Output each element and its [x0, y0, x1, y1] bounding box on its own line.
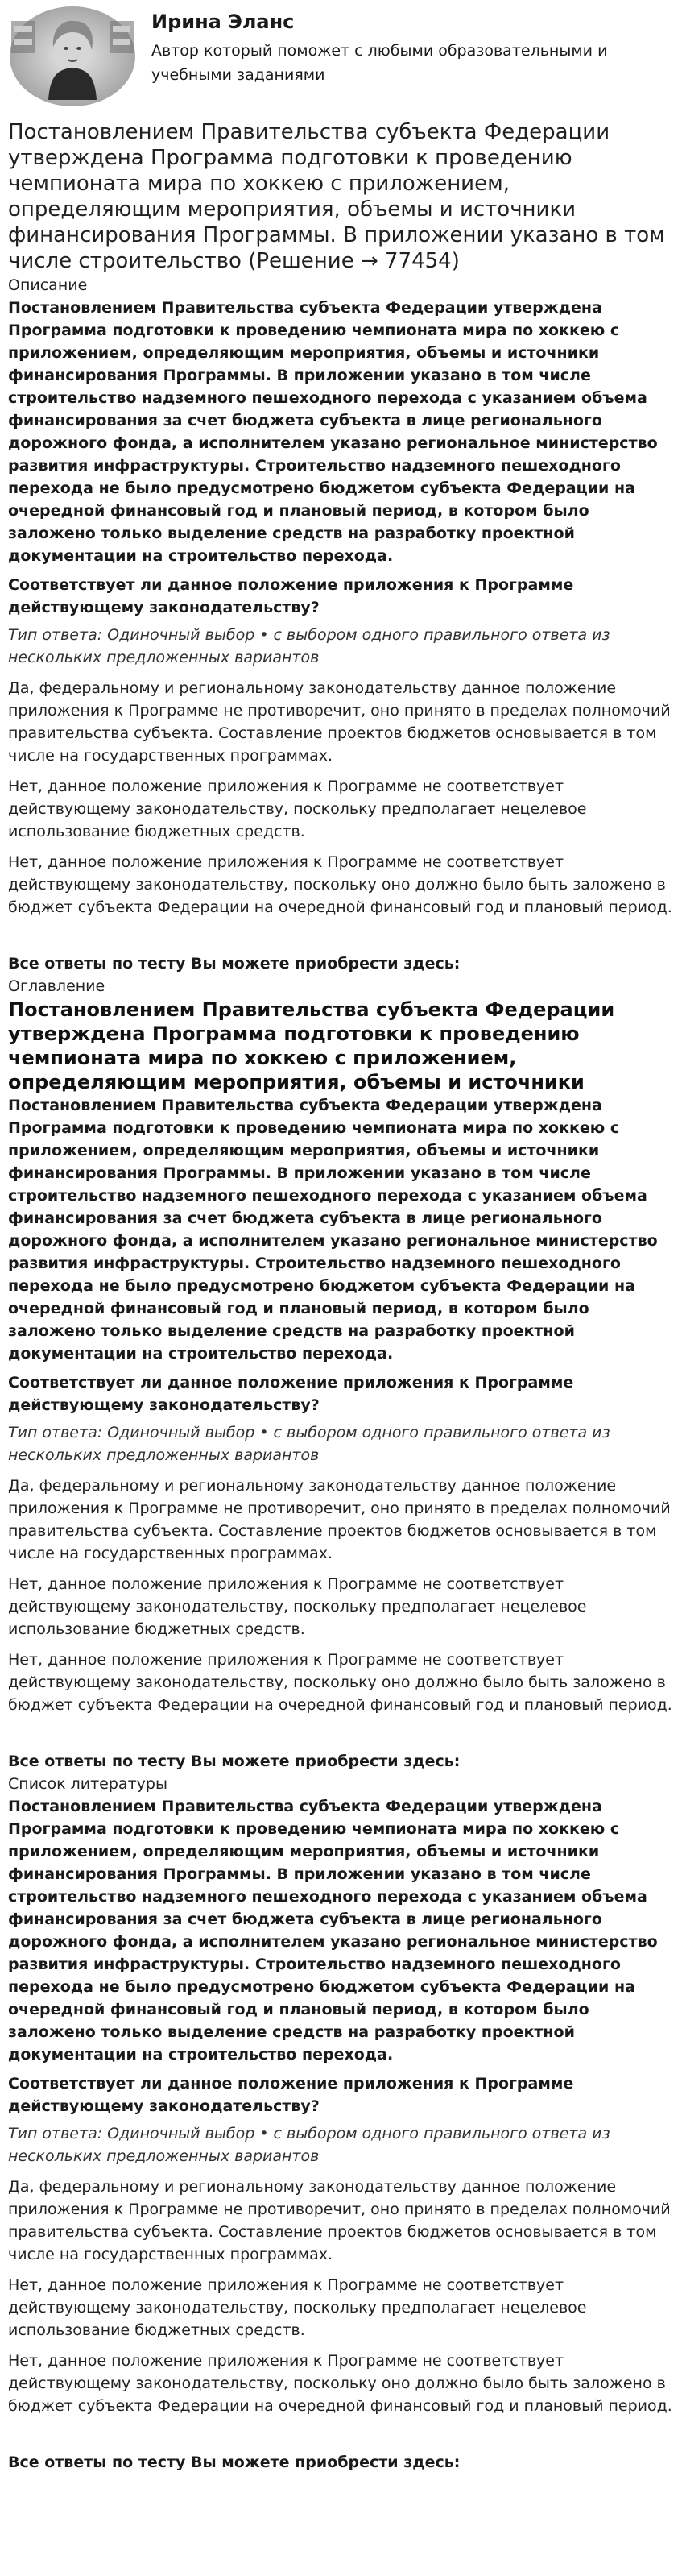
- answer-option-1[interactable]: Да, федеральному и региональному законодательству данное положение приложения к Программе не противоречит, оно принято в пределах полномочий правительства субъекта. Составление проектов бюджетов основывается в том числе на государственных программах.: [8, 679, 671, 765]
- answer-option-2[interactable]: Нет, данное положение приложения к Программе не соответствует действующему законодательству, поскольку предполагает нецелевое использование бюджетных средств.: [8, 2276, 587, 2339]
- answer-option-2[interactable]: Нет, данное положение приложения к Программе не соответствует действующему законодательству, поскольку предполагает нецелевое использование бюджетных средств.: [8, 778, 587, 840]
- answer-option-1[interactable]: Да, федеральному и региональному законодательству данное положение приложения к Программе не противоречит, оно принято в пределах полномочий правительства субъекта. Составление проектов бюджетов основывается в том числе на государственных программах.: [8, 2178, 671, 2263]
- author-avatar: [8, 5, 137, 108]
- answer-type: Тип ответа: Одиночный выбор • с выбором одного правильного ответа из нескольких предложенных вариантов: [8, 626, 610, 666]
- question-text: Соответствует ли данное положение приложения к Программе действующему законодательству?: [8, 1374, 574, 1414]
- section-toc: [8, 975, 674, 1773]
- statement-text: Постановлением Правительства субъекта Федерации утверждена Программа подготовки к проведению чемпионата мира по хоккею с приложением, определяющим мероприятия, объемы и источники финансирования Программы. В приложении указано в том числе строительство надземного пешеходного перехода с указанием объема финансирования за счет бюджета субъекта в лице регионального дорожного фонда, а исполнителем указано региональное министерство развития инфраструктуры. Строительство надземного пешеходного перехода не было предусмотрено бюджетом субъекта Федерации на очередной финансовый год и плановый период, в котором было заложено только выделение средств на разработку проектной документации на строительство перехода.: [8, 1097, 658, 1363]
- answer-option-1[interactable]: Да, федеральному и региональному законодательству данное положение приложения к Программе не противоречит, оно принято в пределах полномочий правительства субъекта. Составление проектов бюджетов основывается в том числе на государственных программах.: [8, 1477, 671, 1562]
- answer-option-3[interactable]: Нет, данное положение приложения к Программе не соответствует действующему законодательству, поскольку оно должно было быть заложено в бюджет субъекта Федерации на очередной финансовый год и плановый период.: [8, 1651, 672, 1714]
- statement-text: Постановлением Правительства субъекта Федерации утверждена Программа подготовки к проведению чемпионата мира по хоккею с приложением, определяющим мероприятия, объемы и источники финансирования Программы. В приложении указано в том числе строительство надземного пешеходного перехода с указанием объема финансирования за счет бюджета субъекта в лице регионального дорожного фонда, а исполнителем указано региональное министерство развития инфраструктуры. Строительство надземного пешеходного перехода не было предусмотрено бюджетом субъекта Федерации на очередной финансовый год и плановый период, в котором было заложено только выделение средств на разработку проектной документации на строительство перехода.: [8, 1798, 658, 2064]
- section-label: Оглавление: [8, 977, 105, 995]
- page-title: Постановлением Правительства субъекта Федерации утверждена Программа подготовки к проведению чемпионата мира по хоккею с приложением, определяющим мероприятия, объемы и источники финансирования Программы. В приложении указано в том числе строительство (Решение → 77454): [8, 120, 665, 273]
- answer-option-3[interactable]: Нет, данное положение приложения к Программе не соответствует действующему законодательству, поскольку оно должно было быть заложено в бюджет субъекта Федерации на очередной финансовый год и плановый период.: [8, 853, 672, 916]
- author-description: Автор который поможет с любыми образовательными и учебными заданиями: [151, 42, 608, 84]
- author-header: [8, 0, 674, 111]
- section-label: Список литературы: [8, 1775, 167, 1793]
- answer-option-2[interactable]: Нет, данное положение приложения к Программе не соответствует действующему законодательству, поскольку предполагает нецелевое использование бюджетных средств.: [8, 1575, 587, 1638]
- section-description: [8, 274, 674, 975]
- answer-type: Тип ответа: Одиночный выбор • с выбором одного правильного ответа из нескольких предложенных вариантов: [8, 1424, 610, 1464]
- buy-answers-text: Все ответы по тесту Вы можете приобрести здесь:: [8, 2454, 461, 2471]
- author-info: [151, 5, 634, 87]
- toc-heading: Постановлением Правительства субъекта Федерации утверждена Программа подготовки к проведению чемпионата мира по хоккею с приложением, определяющим мероприятия, объемы и источники: [8, 998, 615, 1093]
- section-references: [8, 1773, 674, 2474]
- question-text: Соответствует ли данное положение приложения к Программе действующему законодательству?: [8, 2075, 574, 2115]
- answer-option-3[interactable]: Нет, данное положение приложения к Программе не соответствует действующему законодательству, поскольку оно должно было быть заложено в бюджет субъекта Федерации на очередной финансовый год и плановый период.: [8, 2352, 672, 2415]
- buy-answers-text: Все ответы по тесту Вы можете приобрести здесь:: [8, 955, 461, 973]
- author-name[interactable]: Ирина Эланс: [151, 10, 295, 33]
- question-text: Соответствует ли данное положение приложения к Программе действующему законодательству?: [8, 576, 574, 616]
- statement-text: Постановлением Правительства субъекта Федерации утверждена Программа подготовки к проведению чемпионата мира по хоккею с приложением, определяющим мероприятия, объемы и источники финансирования Программы. В приложении указано в том числе строительство надземного пешеходного перехода с указанием объема финансирования за счет бюджета субъекта в лице регионального дорожного фонда, а исполнителем указано региональное министерство развития инфраструктуры. Строительство надземного пешеходного перехода не было предусмотрено бюджетом субъекта Федерации на очередной финансовый год и плановый период, в котором было заложено только выделение средств на разработку проектной документации на строительство перехода.: [8, 299, 658, 565]
- buy-answers-text: Все ответы по тесту Вы можете приобрести здесь:: [8, 1753, 461, 1770]
- section-label: Описание: [8, 276, 88, 294]
- answer-type: Тип ответа: Одиночный выбор • с выбором одного правильного ответа из нескольких предложенных вариантов: [8, 2125, 610, 2165]
